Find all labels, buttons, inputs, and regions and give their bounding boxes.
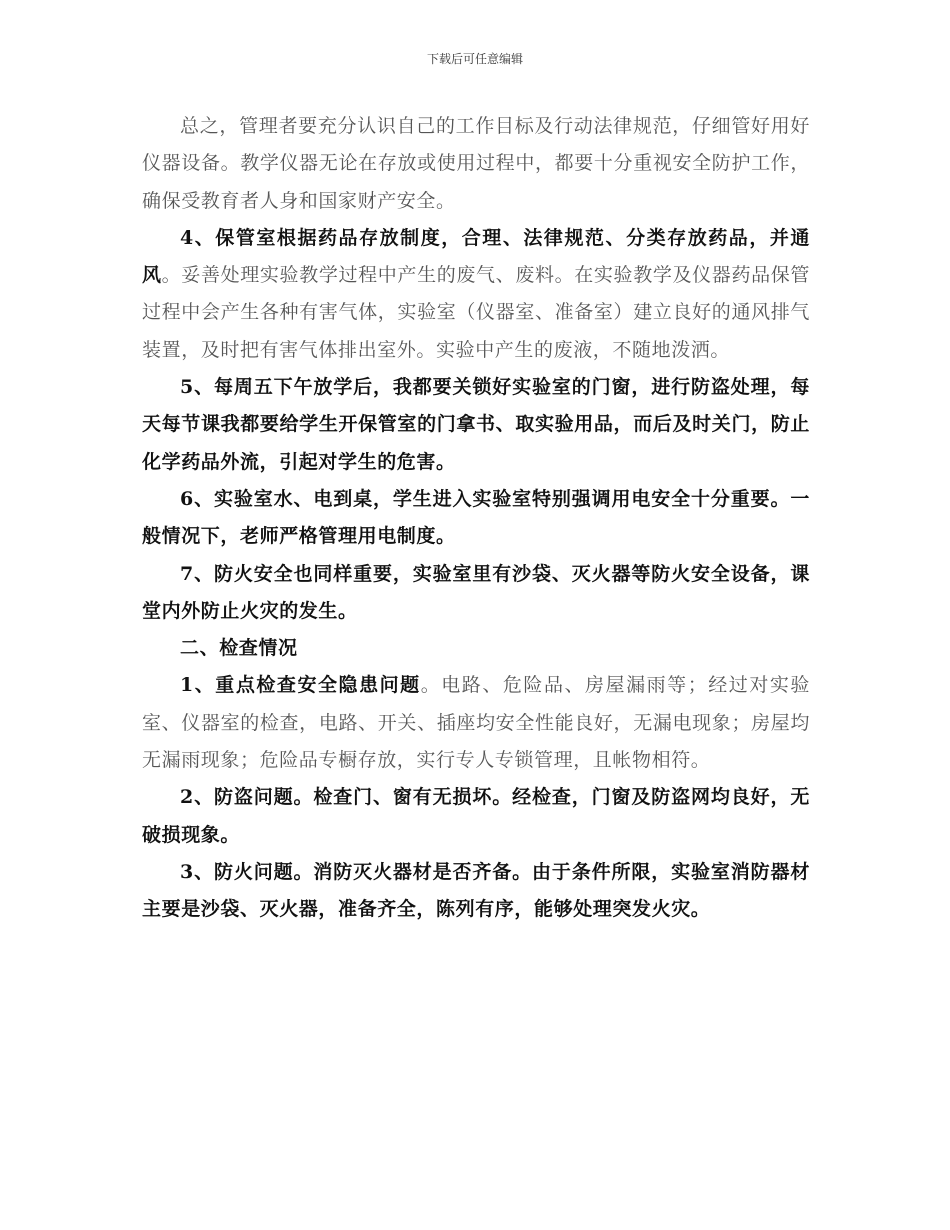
section-heading-inspection [142, 630, 810, 667]
paragraph-heading: 4、保管室根据药品存放制度，合理、法律规范、分类存放药品，并通风 [142, 226, 810, 287]
paragraph-summary [142, 108, 810, 220]
paragraph-item-4 [142, 220, 810, 369]
paragraph-text: 5、每周五下午放学后，我都要关锁好实验室的门窗，进行防盗处理，每天每节课我都要给学生开保管室的门拿书、取实验用品，而后及时关门，防止化学药品外流，引起对学生的危害。 [142, 376, 810, 473]
paragraph-item-7 [142, 556, 810, 631]
section-heading-text: 二、检查情况 [180, 637, 298, 660]
paragraph-text: 6、实验室水、电到桌，学生进入实验室特别强调用电安全十分重要。一般情况下，老师严格管理用电制度。 [142, 487, 810, 548]
paragraph-text: 总之，管理者要充分认识自己的工作目标及行动法律规范，仔细管好用好仪器设备。教学仪器无论在存放或使用过程中，都要十分重视安全防护工作，确保受教育者人身和国家财产安全。 [142, 115, 810, 212]
paragraph-text: 。电路、危险品、房屋漏雨等；经过对实验室、仪器室的检查，电路、开关、插座均安全性能良好，无漏电现象；房屋均无漏雨现象；危险品专橱存放，实行专人专锁管理，且帐物相符。 [142, 674, 811, 772]
paragraph-text: 7、防火安全也同样重要，实验室里有沙袋、灭火器等防火安全设备，课堂内外防止火灾的发生。 [142, 562, 810, 622]
paragraph-item-5 [142, 369, 810, 481]
paragraph-heading: 1、重点检查安全隐患问题 [180, 674, 421, 697]
paragraph-text: 2、防盗问题。检查门、窗有无损坏。经检查，门窗及防盗网均良好，无破损现象。 [142, 786, 810, 846]
document-body [142, 108, 810, 929]
paragraph-text: 3、防火问题。消防灭火器材是否齐备。由于条件所限，实验室消防器材主要是沙袋、灭火器，准备齐全，陈列有序，能够处理突发火灾。 [142, 860, 810, 921]
page-header-note: 下载后可任意编辑 [426, 52, 523, 66]
paragraph-text: 。妥善处理实验教学过程中产生的废气、废料。在实验教学及仪器药品保管过程中会产生各种有害气体，实验室（仪器室、准备室）建立良好的通风排气装置，及时把有害气体排出室外。实验中产生的废液，不随地泼洒。 [142, 264, 810, 361]
paragraph-item-6 [142, 481, 810, 556]
paragraph-check-2 [142, 779, 810, 854]
paragraph-check-1 [142, 667, 810, 779]
paragraph-check-3 [142, 854, 810, 929]
